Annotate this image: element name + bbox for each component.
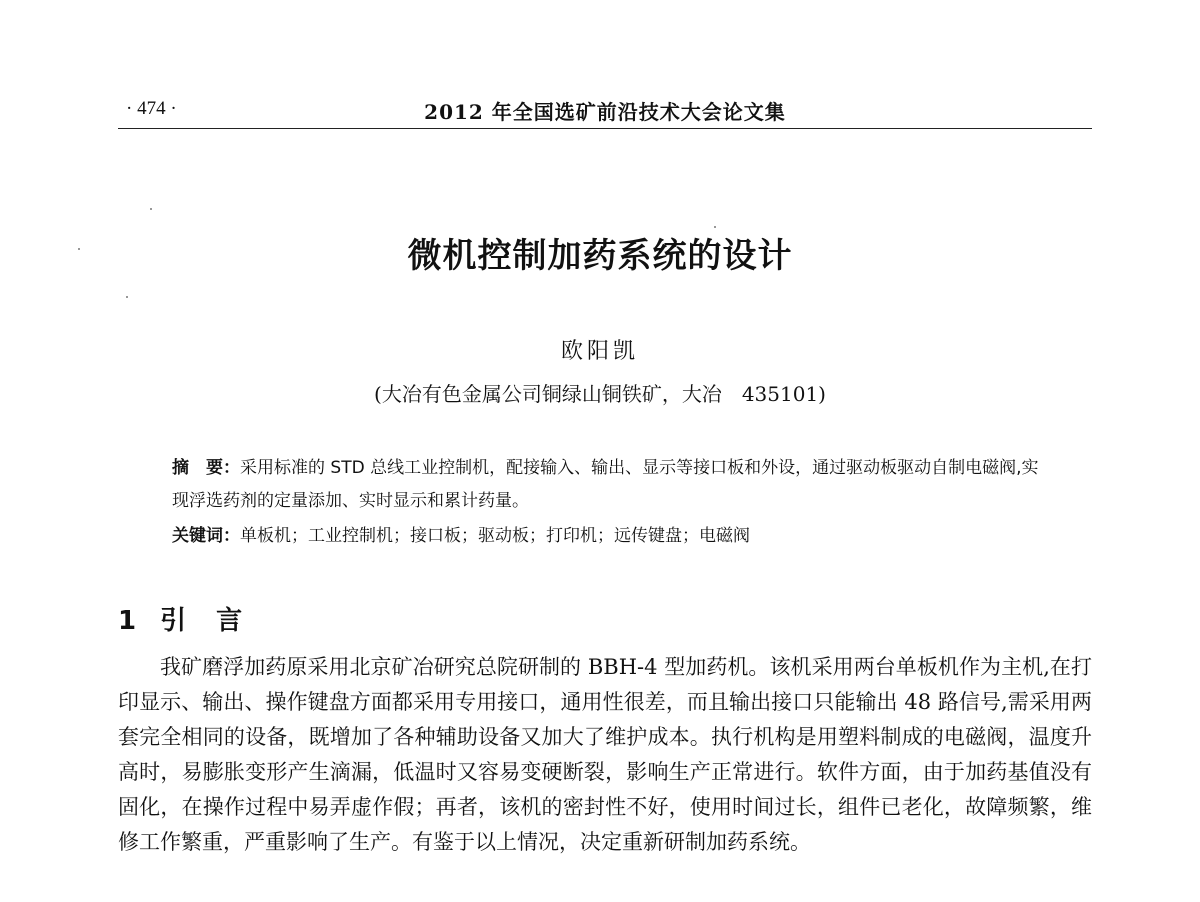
- scan-speck: [150, 208, 152, 210]
- author-affiliation: (大冶有色金属公司铜绿山铜铁矿，大冶 435101): [374, 382, 826, 406]
- scan-speck: [78, 248, 80, 250]
- abstract-label: 摘 要：: [172, 458, 240, 478]
- intro-paragraph: 我矿磨浮加药原采用北京矿冶研究总院研制的 BBH-4 型加药机。该机采用两台单板机作为主机,在打印显示、输出、操作键盘方面都采用专用接口，通用性很差，而且输出接口只能输出 48 路信号,需采用两套完全相同的设备，既增加了各种辅助设备又加大了维护成本。执行机构是用塑料制成的电磁阀，温度升高时，易膨胀变形产生滴漏，低温时又容易变硬断裂，影响生产正常进行。软件方面，由于加药基值没有固化，在操作过程中易弄虚作假；再者，该机的密封性不好，使用时间过长，组件已老化，故障频繁，维修工作繁重，严重影响了生产。有鉴于以上情况，决定重新研制加药系统。: [118, 655, 1092, 854]
- author-name: 欧阳凯: [560, 339, 639, 364]
- keywords: [172, 520, 1052, 553]
- keywords-text: 单板机；工业控制机；接口板；驱动板；打印机；远传键盘；电磁阀: [240, 526, 750, 546]
- article-title: 微机控制加药系统的设计: [407, 236, 793, 276]
- journal-title: 2012 年全国选矿前沿技术大会论文集: [424, 100, 786, 124]
- section-heading: [118, 600, 244, 637]
- abstract-text: 采用标准的 STD 总线工业控制机，配接输入、输出、显示等接口板和外设，通过驱动板驱动自制电磁阀,实现浮选药剂的定量添加、实时显示和累计药量。: [172, 458, 1039, 511]
- section-number: 1: [118, 606, 139, 636]
- scan-speck: [714, 226, 716, 228]
- scan-speck: [126, 296, 128, 298]
- abstract: [172, 452, 1052, 518]
- keywords-label: 关键词：: [172, 526, 240, 546]
- running-header: [118, 96, 1092, 129]
- abstract-paragraph: [172, 452, 1052, 518]
- body-text: [118, 650, 1092, 860]
- section-title: 引 言: [160, 606, 245, 636]
- page-number: · 474 ·: [126, 98, 177, 119]
